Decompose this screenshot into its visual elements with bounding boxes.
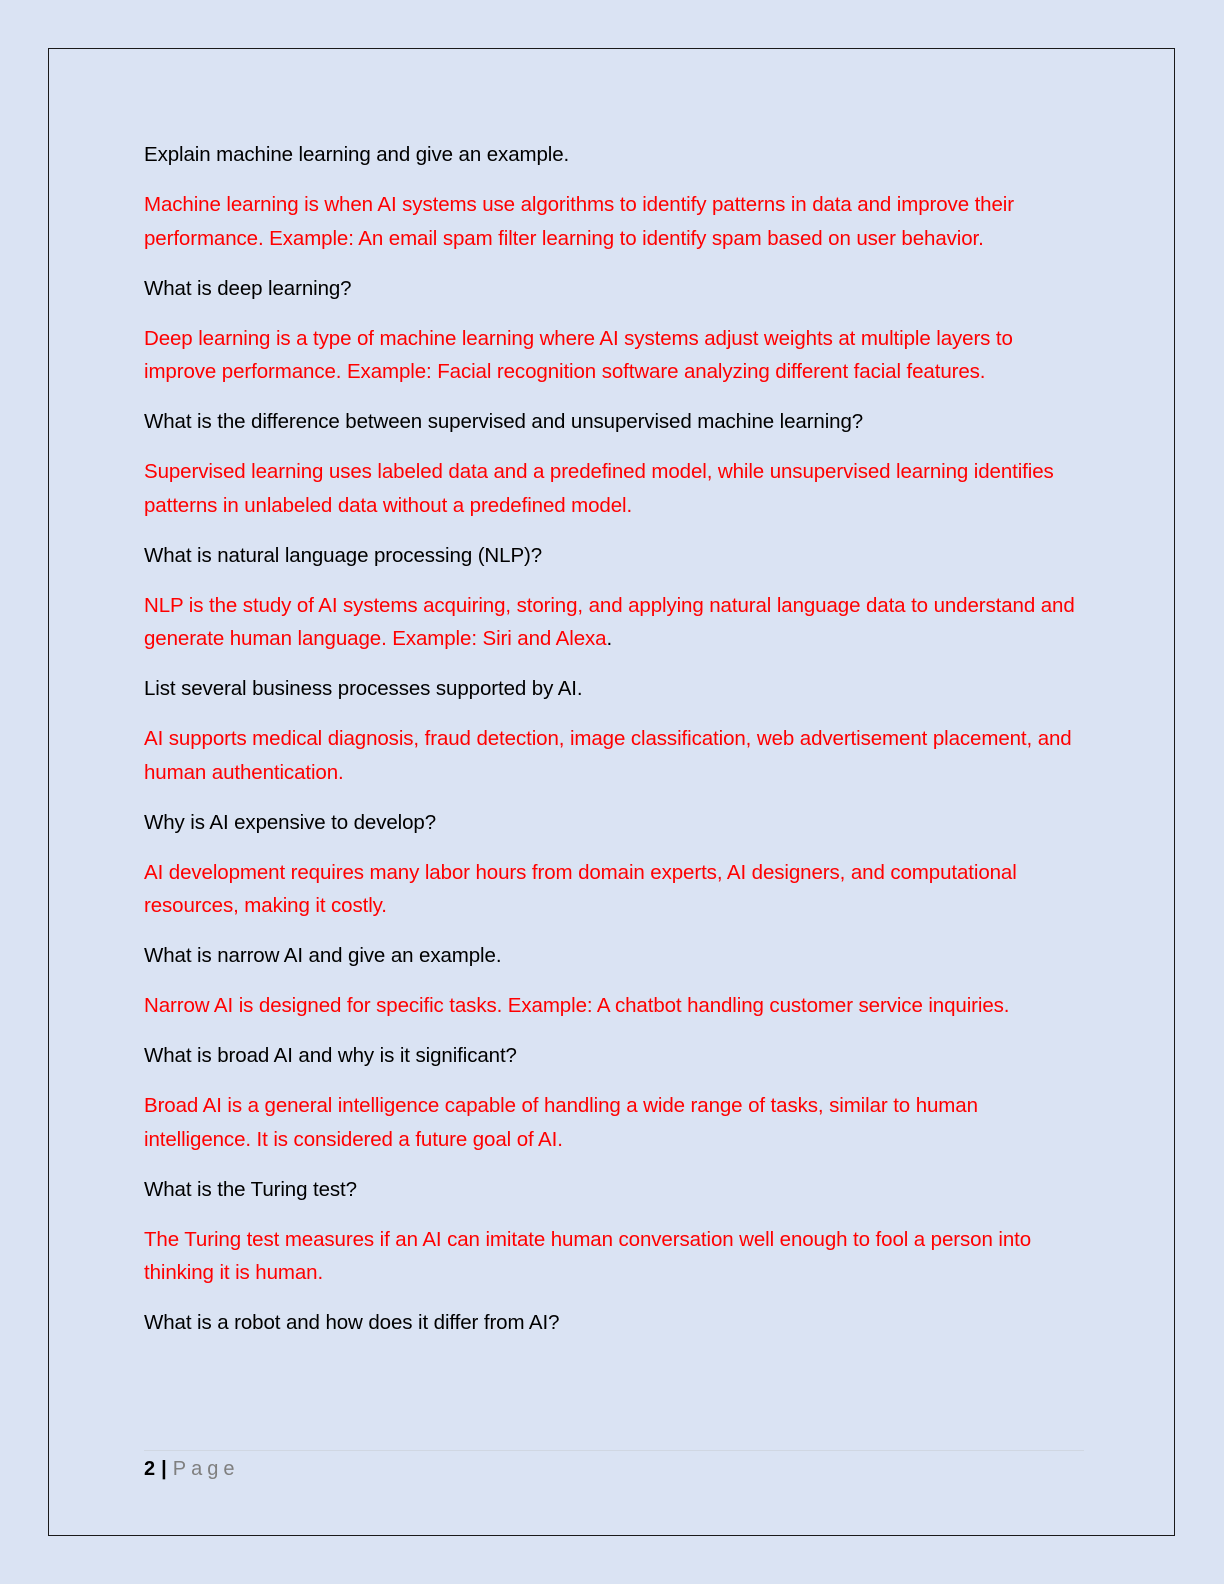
question-4: What is natural language processing (NLP)? xyxy=(144,543,543,567)
answer-5: AI supports medical diagnosis, fraud detection, image classification, web advertisement placement, and human authentication. xyxy=(144,727,1072,784)
answer-8: Broad AI is a general intelligence capable of handling a wide range of tasks, similar to human intelligence. It is considered a future goal of AI. xyxy=(144,1094,978,1151)
answer-3: Supervised learning uses labeled data and a predefined model, while unsupervised learning identifies patterns in unlabeled data without a predefined model. xyxy=(144,460,1054,517)
footer-divider xyxy=(144,1450,1084,1451)
footer-separator: | xyxy=(161,1458,167,1480)
answer-2: Deep learning is a type of machine learning where AI systems adjust weights at multiple layers to improve performance. Example: Facial recognition software analyzing different facial features. xyxy=(144,326,1013,383)
document-body xyxy=(144,138,1084,1356)
question-3: What is the difference between supervised and unsupervised machine learning? xyxy=(144,410,864,433)
answer-4 xyxy=(144,589,1084,656)
page-label: Page xyxy=(172,1458,240,1480)
answer-4-period: . xyxy=(606,627,613,650)
question-2: What is deep learning? xyxy=(144,276,352,300)
question-1: Explain machine learning and give an example. xyxy=(144,143,570,166)
answer-1: Machine learning is when AI systems use algorithms to identify patterns in data and improve their performance. Example: An email spam filter learning to identify spam based on user behavior. xyxy=(144,193,1014,250)
question-6: Why is AI expensive to develop? xyxy=(144,810,437,834)
answer-6: AI development requires many labor hours from domain experts, AI designers, and computational resources, making it costly. xyxy=(144,860,1017,917)
answer-9: The Turing test measures if an AI can imitate human conversation well enough to fool a person into thinking it is human. xyxy=(144,1227,1032,1284)
answer-4-text: NLP is the study of AI systems acquiring, storing, and applying natural language data to understand and generate human language. Example: Siri and Alexa xyxy=(144,593,1075,650)
question-10: What is a robot and how does it differ from AI? xyxy=(144,1311,560,1334)
page-footer xyxy=(144,1456,239,1482)
question-8: What is broad AI and why is it significant? xyxy=(144,1044,517,1067)
answer-7: Narrow AI is designed for specific tasks. Example: A chatbot handling customer service inquiries. xyxy=(144,994,1010,1017)
page-number: 2 xyxy=(144,1458,156,1480)
question-7: What is narrow AI and give an example. xyxy=(144,944,502,967)
question-9: What is the Turing test? xyxy=(144,1177,357,1201)
question-5: List several business processes supported by AI. xyxy=(144,677,583,700)
